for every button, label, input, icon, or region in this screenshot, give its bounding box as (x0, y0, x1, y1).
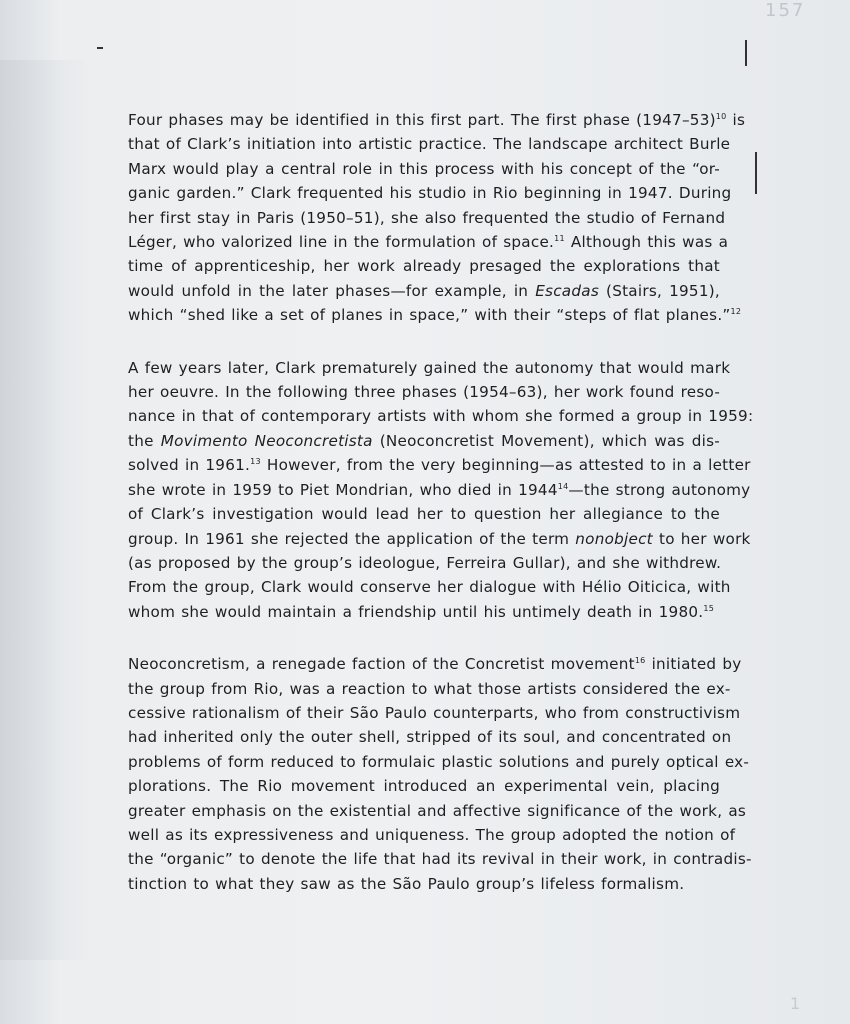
body-text (128, 108, 754, 924)
footnote-ref: 11 (554, 234, 565, 244)
text-line: the “organic” to denote the life that had its revival in their work, in contradis- (128, 850, 752, 869)
text-line: of Clark’s investigation would lead her to question her allegiance to the (128, 505, 720, 524)
text-line: tinction to what they saw as the São Paulo group’s lifeless formalism. (128, 874, 685, 893)
text-line: her oeuvre. In the following three phases (1954–63), her work found reso- (128, 383, 721, 402)
footnote-ref: 14 (557, 481, 569, 491)
text-line: well as its expressiveness and uniqueness. The group adopted the notion of (128, 825, 736, 844)
text-line: A few years later, Clark prematurely gained the autonomy that would mark (128, 358, 731, 377)
footnote-ref: 12 (730, 307, 742, 317)
footnote-ref: 10 (715, 112, 727, 121)
scan-mark-dash (97, 47, 103, 49)
text-line: had inherited only the outer shell, stripped of its soul, and concentrated on (128, 728, 732, 747)
footnote-ref: 16 (634, 656, 646, 666)
text-line: nance in that of contemporary artists with whom she formed a group in 1959: (128, 407, 754, 426)
text-line: greater emphasis on the existential and affective significance of the work, as (128, 801, 747, 820)
page-number-bottom: 1 (790, 994, 801, 1013)
text-line: ganic garden.” Clark frequented his studio in Rio beginning in 1947. During (128, 184, 732, 203)
text-line: Neoconcretism, a renegade faction of the Concretist movement$^{16}$ initiated by (128, 655, 742, 674)
text-line: (as proposed by the group’s ideologue, Ferreira Gullar), and she withdrew. (128, 553, 722, 572)
text-line: From the group, Clark would conserve her dialogue with Hélio Oiticica, with (128, 578, 731, 597)
text-line: her first stay in Paris (1950–51), she also frequented the studio of Fernand (128, 208, 726, 227)
page-number-top: 157 (765, 0, 806, 21)
scan-mark-tick (745, 40, 747, 66)
text-line: time of apprenticeship, her work already presaged the explorations that (128, 257, 720, 276)
text-line: whom she would maintain a friendship until his untimely death in 1980.15 (128, 602, 715, 621)
italic-title: nonobject (575, 529, 653, 548)
margin-bar-mark (755, 152, 757, 194)
paragraph-3 (128, 652, 752, 896)
text-line: would unfold in the later phases—for example, in Escadas (Stairs, 1951), (128, 281, 720, 300)
text-line: plorations. The Rio movement introduced an experimental vein, placing (128, 777, 720, 796)
text-line: Four phases may be identified in this first part. The first phase (1947–53)$^{10}$ is (128, 111, 746, 129)
footnote-ref: 15 (703, 603, 715, 613)
text-line: the group from Rio, was a reaction to what those artists considered the ex- (128, 679, 731, 698)
text-line: Léger, who valorized line in the formulation of space.$^{11}$ Although this was a (128, 233, 729, 252)
text-line: she wrote in 1959 to Piet Mondrian, who died in 1944$^{14}$—the strong autonomy (128, 480, 751, 499)
italic-title: Escadas (535, 281, 599, 300)
italic-title: Movimento Neoconcretista (160, 431, 373, 450)
page-edge-shadow (0, 60, 90, 960)
text-line: Marx would play a central role in this process with his concept of the “or- (128, 159, 720, 178)
footnote-ref: 13 (250, 457, 261, 467)
text-line: group. In 1961 she rejected the application of the term nonobject to her work (128, 529, 751, 548)
text-line: solved in 1961.13 However, from the very beginning—as attested to in a letter (128, 456, 751, 475)
text-line: the Movimento Neoconcretista (Neoconcretist Movement), which was dis- (128, 431, 720, 450)
text-line: cessive rationalism of their São Paulo counterparts, who from constructivism (128, 703, 741, 722)
paragraph-2 (128, 356, 754, 624)
text-line: problems of form reduced to formulaic plastic solutions and purely optical ex- (128, 752, 750, 771)
text-line: that of Clark’s initiation into artistic practice. The landscape architect Burle (128, 135, 731, 154)
paragraph-1 (128, 108, 746, 328)
text-line: which “shed like a set of planes in space,” with their “steps of flat planes.”$^{12}$ (128, 306, 742, 325)
